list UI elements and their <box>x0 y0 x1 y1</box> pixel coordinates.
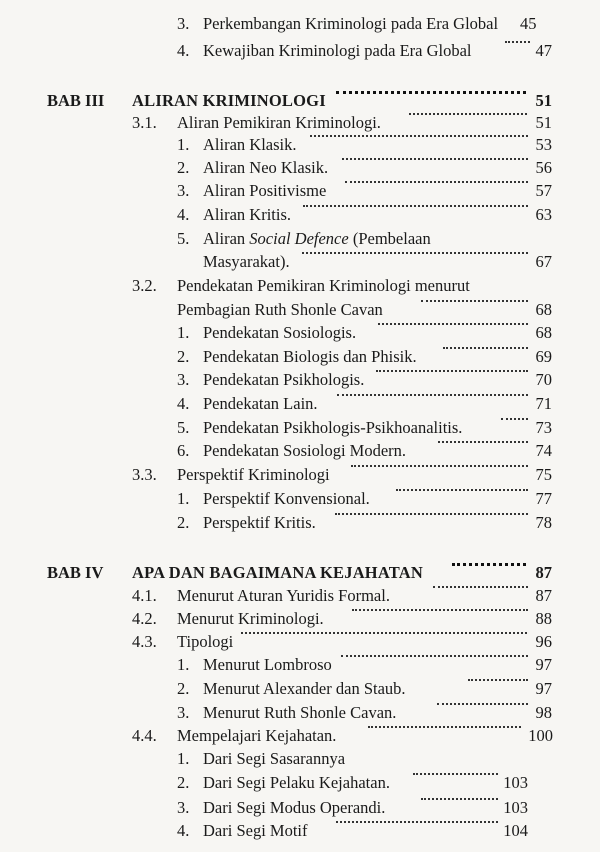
entry-page: 87 <box>535 563 552 582</box>
chapter-label: BAB III <box>47 91 105 110</box>
leader-dots <box>421 795 498 800</box>
leader-dots <box>351 462 528 467</box>
entry-page: 53 <box>535 135 552 154</box>
leader-dots <box>452 560 526 566</box>
leader-dots <box>342 155 528 160</box>
leader-dots <box>368 723 521 728</box>
section-title: Perspektif Kriminologi <box>177 465 330 484</box>
entry-title: Menurut Alexander dan Staub. <box>203 679 406 698</box>
leader-dots <box>302 249 528 254</box>
toc-entry <box>0 178 600 203</box>
entry-page: 96 <box>535 632 552 651</box>
entry-page: 74 <box>535 441 552 460</box>
leader-dots <box>341 652 528 657</box>
leader-dots <box>505 38 530 43</box>
leader-dots <box>468 676 528 681</box>
section-title-continued: Pembagian Ruth Shonle Cavan <box>177 300 383 319</box>
leader-dots <box>337 391 528 396</box>
entry-page: 77 <box>535 489 552 508</box>
toc-entry <box>0 818 600 843</box>
entry-page: 51 <box>535 91 552 110</box>
toc-entry <box>0 155 600 180</box>
toc-entry <box>0 652 600 677</box>
entry-page: 70 <box>535 370 552 389</box>
section-number: 4.1. <box>132 586 157 605</box>
entry-title: Pendekatan Sosiologis. <box>203 323 357 342</box>
entry-page: 97 <box>535 655 552 674</box>
entry-page: 98 <box>535 703 552 722</box>
toc-entry <box>0 226 600 251</box>
entry-number: 4. <box>177 41 190 60</box>
entry-page: 104 <box>503 821 528 840</box>
entry-title: Dari Segi Sasarannya <box>203 749 346 768</box>
leader-dots <box>438 438 528 443</box>
entry-title: Aliran Klasik. <box>203 135 297 154</box>
toc-section-continued <box>0 297 600 322</box>
chapter-label: BAB IV <box>47 563 104 582</box>
entry-page: 73 <box>535 418 552 437</box>
entry-title: Perspektif Kritis. <box>203 513 316 532</box>
section-number: 3.1. <box>132 113 157 132</box>
leader-dots <box>378 320 528 325</box>
entry-page: 97 <box>535 679 552 698</box>
toc-section <box>0 273 600 298</box>
entry-number: 3. <box>177 370 190 389</box>
entry-number: 3. <box>177 703 190 722</box>
toc-entry <box>0 391 600 416</box>
toc-entry <box>0 510 600 535</box>
leader-dots <box>241 629 527 634</box>
entry-title: Menurut Ruth Shonle Cavan. <box>203 703 397 722</box>
entry-number: 1. <box>177 489 190 508</box>
entry-number: 1. <box>177 749 190 768</box>
section-title: Menurut Aturan Yuridis Formal. <box>177 586 390 605</box>
entry-page: 68 <box>535 323 552 342</box>
toc-entry <box>0 770 600 795</box>
entry-number: 2. <box>177 773 190 792</box>
entry-title: Aliran Positivisme <box>203 181 327 200</box>
toc-section <box>0 462 600 487</box>
entry-page: 56 <box>535 158 552 177</box>
toc-entry <box>0 438 600 463</box>
toc-entry <box>0 320 600 345</box>
toc-section <box>0 723 600 748</box>
toc-entry <box>0 795 600 820</box>
entry-page: 69 <box>535 347 552 366</box>
entry-page: 75 <box>535 465 552 484</box>
entry-number: 4. <box>177 205 190 224</box>
toc-entry <box>0 344 600 369</box>
entry-title: Aliran Social Defence (Pembelaan <box>203 229 431 248</box>
toc-entry <box>0 676 600 701</box>
entry-title: Perspektif Konvensional. <box>203 489 370 508</box>
leader-dots <box>303 202 528 207</box>
entry-number: 3. <box>177 181 190 200</box>
entry-page: 45 <box>520 14 537 33</box>
leader-dots <box>501 415 528 420</box>
toc-entry <box>0 486 600 511</box>
leader-dots <box>433 583 528 588</box>
leader-dots <box>409 110 527 115</box>
entry-page: 87 <box>535 586 552 605</box>
entry-title: Aliran Neo Klasik. <box>203 158 329 177</box>
entry-title: Kewajiban Kriminologi pada Era Global <box>203 41 472 60</box>
entry-number: 5. <box>177 418 190 437</box>
leader-dots <box>437 700 528 705</box>
toc-chapter <box>0 560 600 585</box>
entry-title: Pendekatan Sosiologi Modern. <box>203 441 407 460</box>
leader-dots <box>336 88 526 94</box>
section-number: 3.3. <box>132 465 157 484</box>
section-number: 4.2. <box>132 609 157 628</box>
leader-dots <box>352 606 528 611</box>
entry-page: 71 <box>535 394 552 413</box>
entry-title: Perkembangan Kriminologi pada Era Global <box>203 14 499 33</box>
entry-title: Aliran Kritis. <box>203 205 291 224</box>
entry-page: 103 <box>503 798 528 817</box>
section-title: Tipologi <box>177 632 234 651</box>
section-title: Aliran Pemikiran Kriminologi. <box>177 113 381 132</box>
entry-number: 2. <box>177 513 190 532</box>
section-number: 4.4. <box>132 726 157 745</box>
leader-dots <box>345 178 528 183</box>
entry-title: Menurut Lombroso <box>203 655 332 674</box>
section-number: 4.3. <box>132 632 157 651</box>
entry-page: 57 <box>535 181 552 200</box>
section-title: Menurut Kriminologi. <box>177 609 324 628</box>
leader-dots <box>335 510 528 515</box>
entry-page: 78 <box>535 513 552 532</box>
toc-section <box>0 606 600 631</box>
entry-title: Dari Segi Motif <box>203 821 308 840</box>
entry-title: Pendekatan Psikhologis-Psikhoanalitis. <box>203 418 463 437</box>
chapter-title: ALIRAN KRIMINOLOGI <box>132 91 326 110</box>
leader-dots <box>413 770 498 775</box>
entry-page: 47 <box>535 41 552 60</box>
entry-title: Dari Segi Modus Operandi. <box>203 798 386 817</box>
entry-page: 67 <box>535 252 552 271</box>
entry-page: 100 <box>528 726 553 745</box>
toc-entry <box>0 746 600 771</box>
toc-entry <box>0 367 600 392</box>
entry-page: 68 <box>535 300 552 319</box>
entry-title-continued: Masyarakat). <box>203 252 290 271</box>
entry-number: 1. <box>177 323 190 342</box>
toc-entry <box>0 38 600 63</box>
leader-dots <box>421 297 528 302</box>
entry-title: Pendekatan Psikhologis. <box>203 370 365 389</box>
entry-page: 88 <box>535 609 552 628</box>
entry-page: 51 <box>535 113 552 132</box>
entry-number: 4. <box>177 821 190 840</box>
entry-number: 3. <box>177 798 190 817</box>
toc-entry <box>0 415 600 440</box>
entry-title: Pendekatan Biologis dan Phisik. <box>203 347 417 366</box>
entry-page: 63 <box>535 205 552 224</box>
entry-title: Pendekatan Lain. <box>203 394 318 413</box>
leader-dots <box>443 344 528 349</box>
entry-number: 4. <box>177 394 190 413</box>
leader-dots <box>376 367 528 372</box>
toc-section <box>0 629 600 654</box>
entry-number: 2. <box>177 679 190 698</box>
toc-section <box>0 583 600 608</box>
entry-title: Dari Segi Pelaku Kejahatan. <box>203 773 390 792</box>
entry-number: 2. <box>177 158 190 177</box>
entry-number: 5. <box>177 229 190 248</box>
entry-page: 103 <box>503 773 528 792</box>
leader-dots <box>336 818 498 823</box>
entry-number: 1. <box>177 655 190 674</box>
entry-number: 1. <box>177 135 190 154</box>
toc-entry <box>0 700 600 725</box>
toc-entry <box>0 11 600 36</box>
toc-entry <box>0 202 600 227</box>
toc-entry <box>0 132 600 157</box>
leader-dots <box>396 486 528 491</box>
entry-number: 6. <box>177 441 190 460</box>
section-number: 3.2. <box>132 276 157 295</box>
toc-entry-continued <box>0 249 600 274</box>
entry-number: 3. <box>177 14 190 33</box>
section-title: Pendekatan Pemikiran Kriminologi menurut <box>177 276 470 295</box>
leader-dots <box>310 132 528 137</box>
section-title: Mempelajari Kejahatan. <box>177 726 337 745</box>
chapter-title: APA DAN BAGAIMANA KEJAHATAN <box>132 563 423 582</box>
entry-number: 2. <box>177 347 190 366</box>
